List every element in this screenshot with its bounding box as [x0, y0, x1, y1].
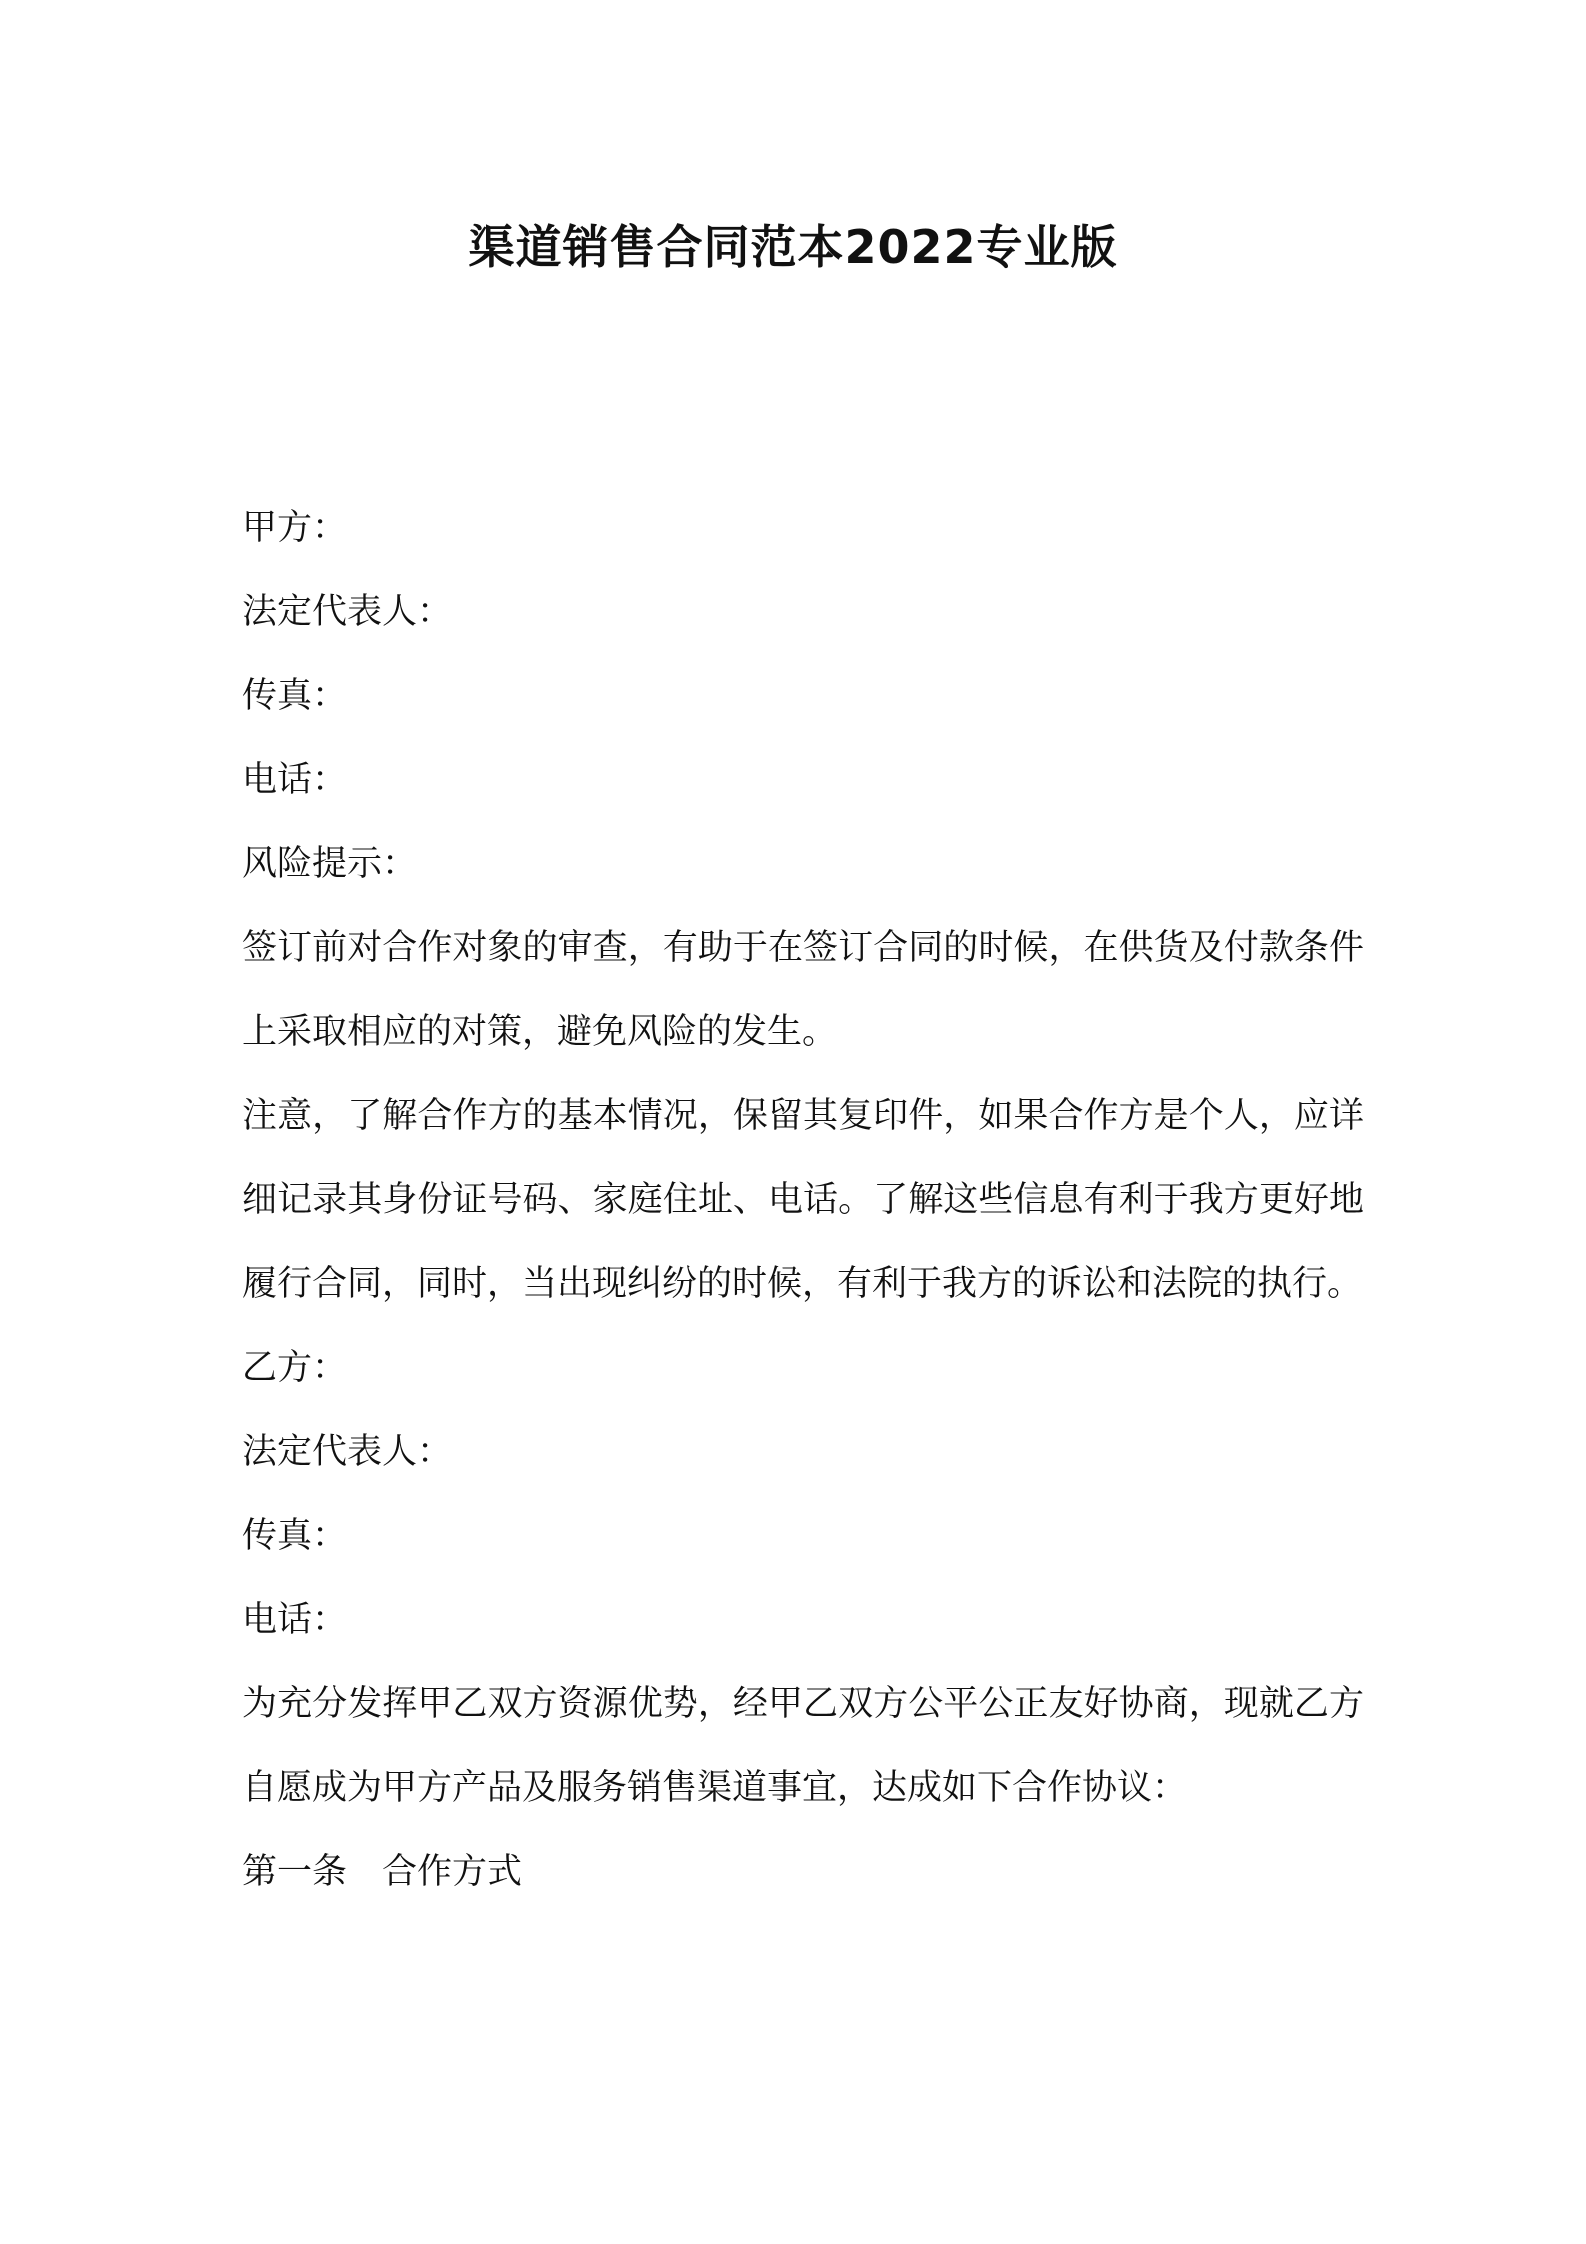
party-b-fax-label: 传真： — [242, 1516, 348, 1556]
party-b-phone-label: 电话： — [242, 1600, 348, 1640]
risk-paragraph-1: 签订前对合作对象的审查，有助于在签订合同的时候，在供货及付款条件上采取相应的对策，避免风险的发生。 — [242, 928, 1364, 1052]
document-body — [242, 486, 1364, 1914]
party-b-representative-label: 法定代表人： — [242, 1432, 453, 1472]
party-b-label: 乙方： — [242, 1348, 348, 1388]
party-a-phone-label: 电话： — [242, 760, 348, 800]
party-a-representative-label: 法定代表人： — [242, 592, 453, 632]
article-1-heading: 第一条 合作方式 — [242, 1852, 523, 1892]
party-a-label: 甲方： — [242, 508, 348, 548]
party-a-fax-label: 传真： — [242, 676, 348, 716]
document-title: 渠道销售合同范本2022专业版 — [468, 220, 1118, 274]
risk-heading: 风险提示： — [242, 844, 418, 884]
risk-paragraph-2: 注意，了解合作方的基本情况，保留其复印件，如果合作方是个人，应详细记录其身份证号码、家庭住址、电话。了解这些信息有利于我方更好地履行合同，同时，当出现纠纷的时候，有利于我方的诉讼和法院的执行。 — [242, 1096, 1364, 1304]
intro-paragraph: 为充分发挥甲乙双方资源优势，经甲乙双方公平公正友好协商，现就乙方自愿成为甲方产品及服务销售渠道事宜，达成如下合作协议： — [242, 1684, 1364, 1808]
